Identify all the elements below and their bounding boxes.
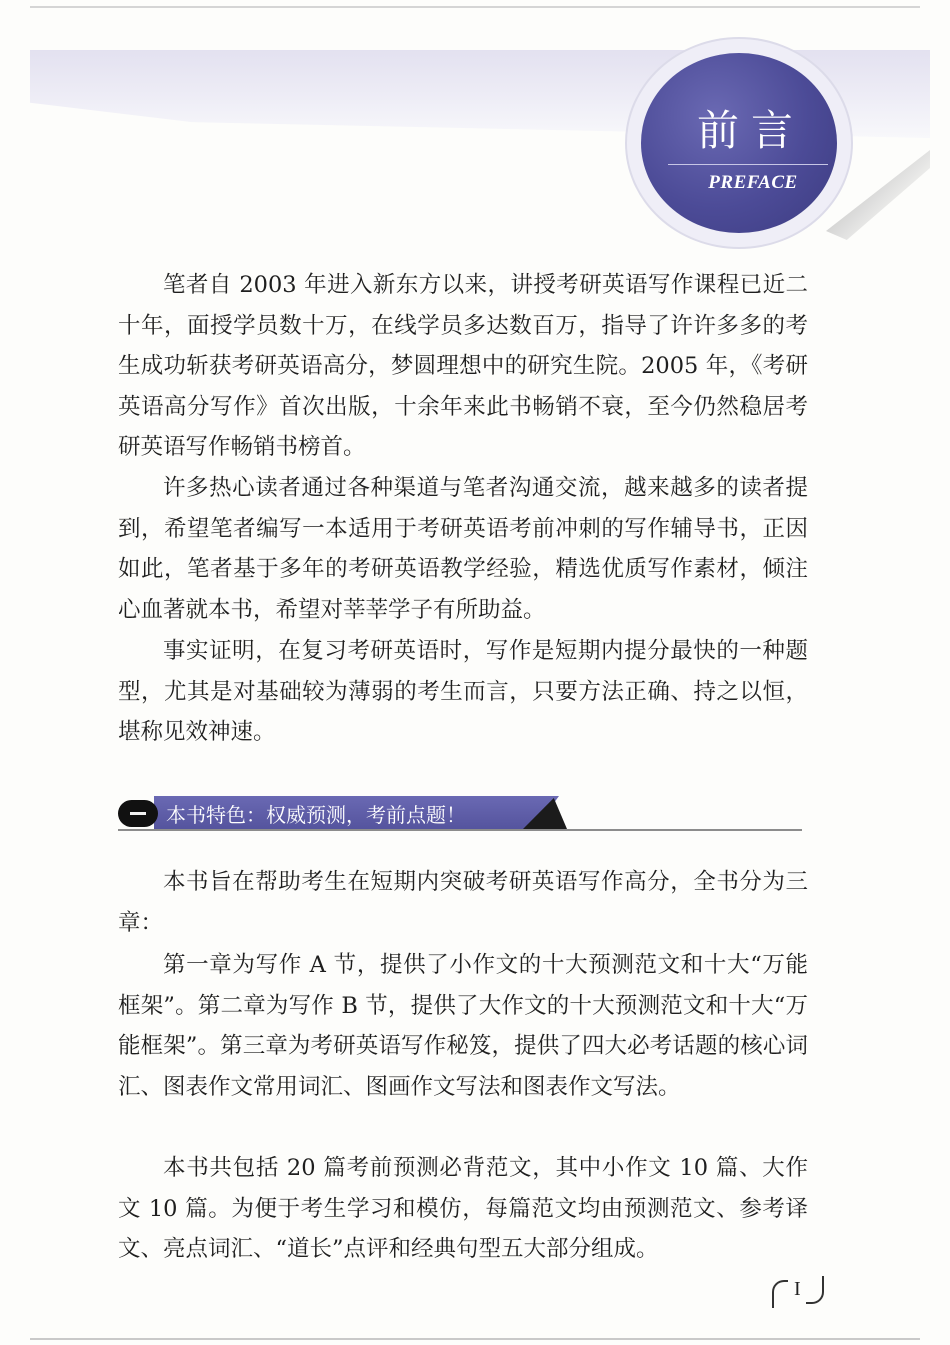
paragraph-intro: 笔者自 2003 年进入新东方以来，讲授考研英语写作课程已近二十年，面授学员数十万，在线学员多达数百万，指导了许许多多的考生成功斩获考研英语高分，梦圆理想中的研究生院。2005 年，《考研英语高分写作》首次出版，十余年来此书畅销不衰，至今仍然稳居考研英语写作畅销书榜首。	[118, 272, 808, 460]
section-number-one-icon	[118, 800, 158, 827]
paragraph-writing-value: 事实证明，在复习考研英语时，写作是短期内提分最快的一种题型，尤其是对基础较为薄弱的考生而言，只要方法正确、持之以恒，堪称见效神速。	[118, 638, 808, 745]
section-underline	[118, 829, 802, 831]
badge-divider	[668, 164, 828, 165]
page-curl-decoration	[826, 150, 930, 240]
section-title: 本书特色：权威预测，考前点题！	[166, 803, 466, 827]
page-number-text: I	[794, 1278, 801, 1300]
paragraph-book-purpose: 本书旨在帮助考生在短期内突破考研英语写作高分，全书分为三章：	[118, 869, 808, 936]
page-number-bracket-right	[806, 1276, 824, 1304]
page-subtitle: PREFACE	[708, 172, 798, 193]
section-heading	[118, 794, 802, 834]
paragraph-chapters: 第一章为写作 A 节，提供了小作文的十大预测范文和十大“万能框架”。第二章为写作 B 节，提供了大作文的十大预测范文和十大“万能框架”。第三章为考研英语写作秘笈，提供了四大必考话题的核心词汇、图表作文常用词汇、图画作文写法和图表作文写法。	[118, 952, 808, 1100]
page-number	[772, 1274, 832, 1314]
paragraph-reader-feedback: 许多热心读者通过各种渠道与笔者沟通交流，越来越多的读者提到，希望笔者编写一本适用于考研英语考前冲刺的写作辅导书，正因如此，笔者基于多年的考研英语教学经验，精选优质写作素材，倾注心血著就本书，希望对莘莘学子有所助益。	[118, 475, 808, 623]
page-title: 前言	[696, 106, 805, 155]
page-number-bracket-left	[772, 1280, 788, 1308]
page-bottom-rule	[30, 1338, 920, 1340]
paragraph-essays: 本书共包括 20 篇考前预测必背范文，其中小作文 10 篇、大作文 10 篇。为便于考生学习和模仿，每篇范文均由预测范文、参考译文、亮点词汇、“道长”点评和经典句型五大部分组成。	[118, 1155, 808, 1262]
page-top-rule	[30, 6, 920, 8]
